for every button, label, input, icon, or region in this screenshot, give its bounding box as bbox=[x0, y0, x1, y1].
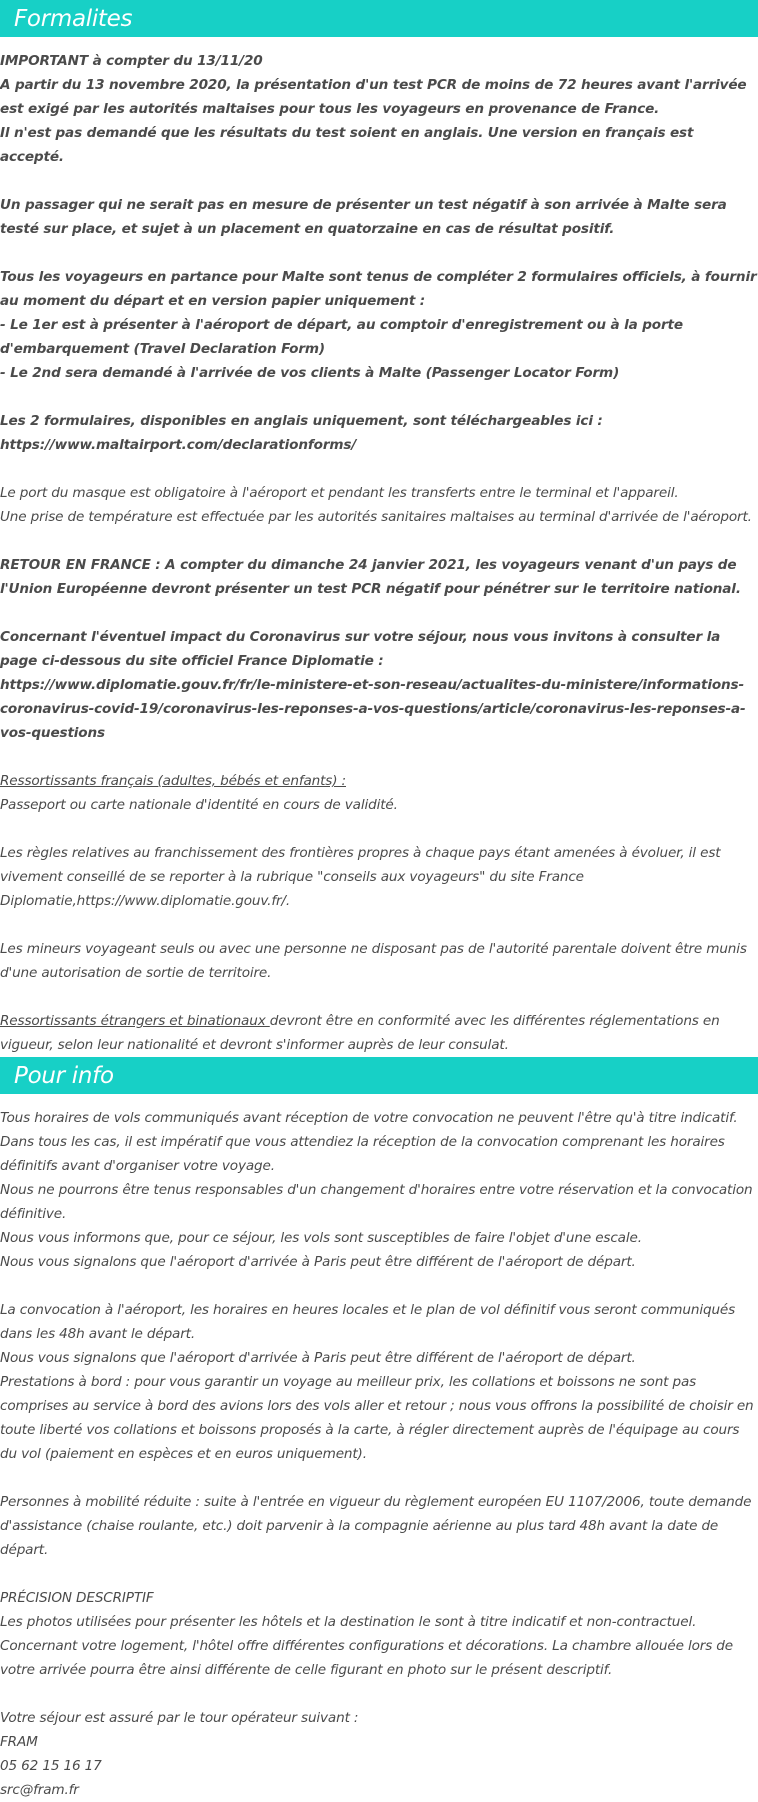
formalites-french-nationals-label: Ressortissants français (adultes, bébés et enfants) : bbox=[0, 773, 346, 789]
info-photos-disclaimer: Les photos utilisées pour présenter les hôtels et la destination le sont à titre indicatif et non-contractuel. Concernant votre logement, l'hôtel offre différentes configurations et décorations. La chambre allouée lors de votre arrivée pourra être ainsi différente de celle figurant en photo sur le présent descriptif. bbox=[0, 1614, 733, 1678]
formalites-forms-link[interactable]: https://www.maltairport.com/declarationforms/ bbox=[0, 437, 357, 453]
formalites-retour-france: RETOUR EN FRANCE : A compter du dimanche 24 janvier 2021, les voyageurs venant d'un pays de l'Union Européenne devront présenter un test PCR négatif pour pénétrer sur le territoire national. bbox=[0, 557, 741, 597]
formalites-negative-test: Un passager qui ne serait pas en mesure de présenter un test négatif à son arrivée à Malte sera testé sur place, et sujet à un placement en quatorzaine en cas de résultat positif. bbox=[0, 197, 727, 237]
formalites-pcr-language: Il n'est pas demandé que les résultats du test soient en anglais. Une version en français est accepté. bbox=[0, 125, 694, 165]
info-flight-times: Tous horaires de vols communiqués avant réception de votre convocation ne peuvent l'être qu'à titre indicatif. bbox=[0, 1110, 738, 1126]
formalites-coronavirus-intro: Concernant l'éventuel impact du Coronavirus sur votre séjour, nous vous invitons à consulter la page ci-dessous du site officiel France Diplomatie : bbox=[0, 629, 721, 669]
formalites-form-2: - Le 2nd sera demandé à l'arrivée de vos clients à Malte (Passenger Locator Form) bbox=[0, 365, 620, 381]
info-convocation: La convocation à l'aéroport, les horaires en heures locales et le plan de vol définitif vous seront communiqués dans les 48h avant le départ. bbox=[0, 1302, 736, 1342]
info-operator-name: FRAM bbox=[0, 1734, 38, 1750]
info-onboard-services: Prestations à bord : pour vous garantir un voyage au meilleur prix, les collations et boissons ne sont pas comprises au service à bord des avions lors des vols aller et retour ; nous vous offrons la possibilité de choisir en toute liberté vos collations et boissons proposés à la carte, à régler directement auprès de l'équipage au cours du vol (paiement en espèces et en euros uniquement). bbox=[0, 1374, 754, 1462]
formalites-pcr-requirement: A partir du 13 novembre 2020, la présentation d'un test PCR de moins de 72 heures avant l'arrivée est exigé par les autorités maltaises pour tous les voyageurs en provenance de France. bbox=[0, 77, 747, 117]
info-operator-phone[interactable]: 05 62 15 16 17 bbox=[0, 1758, 102, 1774]
formalites-foreign-nationals bbox=[0, 1009, 758, 1057]
info-responsibility: Nous ne pourrons être tenus responsables d'un changement d'horaires entre votre réservation et la convocation définitive. bbox=[0, 1182, 753, 1222]
info-header bbox=[0, 1057, 758, 1094]
formalites-forms-download: Les 2 formulaires, disponibles en anglais uniquement, sont téléchargeables ici : bbox=[0, 413, 603, 429]
info-precision-title: PRÉCISION DESCRIPTIF bbox=[0, 1590, 154, 1606]
formalites-header bbox=[0, 0, 758, 37]
info-content bbox=[0, 1106, 758, 1802]
info-operator-email[interactable]: src@fram.fr bbox=[0, 1782, 79, 1798]
formalites-foreign-nationals-label: Ressortissants étrangers et binationaux bbox=[0, 1013, 270, 1029]
formalites-border-rules: Les règles relatives au franchissement des frontières propres à chaque pays étant amenées à évoluer, il est vivement conseillé de se reporter à la rubrique "conseils aux voyageurs" du site France Diplomatie,https://www.diplomatie.gouv.fr/. bbox=[0, 845, 721, 909]
formalites-mask: Le port du masque est obligatoire à l'aéroport et pendant les transferts entre le terminal et l'appareil. bbox=[0, 485, 679, 501]
info-airport-differs: Nous vous signalons que l'aéroport d'arrivée à Paris peut être différent de l'aéroport de départ. bbox=[0, 1254, 636, 1270]
info-airport-differs-2: Nous vous signalons que l'aéroport d'arrivée à Paris peut être différent de l'aéroport de départ. bbox=[0, 1350, 636, 1366]
formalites-temperature: Une prise de température est effectuée par les autorités sanitaires maltaises au terminal d'arrivée de l'aéroport. bbox=[0, 509, 752, 525]
formalites-french-nationals-text: Passeport ou carte nationale d'identité en cours de validité. bbox=[0, 797, 398, 813]
info-tour-operator-intro: Votre séjour est assuré par le tour opérateur suivant : bbox=[0, 1710, 359, 1726]
formalites-important-date: IMPORTANT à compter du 13/11/20 bbox=[0, 53, 263, 69]
info-stopover: Nous vous informons que, pour ce séjour, les vols sont susceptibles de faire l'objet d'une escale. bbox=[0, 1230, 642, 1246]
info-reduced-mobility: Personnes à mobilité réduite : suite à l'entrée en vigueur du règlement européen EU 1107/2006, toute demande d'assistance (chaise roulante, etc.) doit parvenir à la compagnie aérienne au plus tard 48h avant la date de départ. bbox=[0, 1494, 752, 1558]
formalites-foreign-nationals-text: devront être en conformité avec les différentes réglementations en vigueur, selon leur nationalité et devront s'informer auprès de leur consulat. bbox=[0, 1013, 720, 1053]
formalites-content bbox=[0, 49, 758, 1057]
formalites-title: Formalites bbox=[14, 5, 133, 32]
formalites-form-1: - Le 1er est à présenter à l'aéroport de départ, au comptoir d'enregistrement ou à la porte d'embarquement (Travel Declaration Form) bbox=[0, 317, 683, 357]
formalites-diplomatie-link[interactable]: https://www.diplomatie.gouv.fr/fr/le-ministere-et-son-reseau/actualites-du-ministere/informations-coronavirus-covid-19/coronavirus-les-reponses-a-vos-questions/article/coronavirus-les-reponses-a-vos-questions bbox=[0, 677, 746, 741]
info-wait-convocation: Dans tous les cas, il est impératif que vous attendiez la réception de la convocation comprenant les horaires définitifs avant d'organiser votre voyage. bbox=[0, 1134, 725, 1174]
formalites-minors: Les mineurs voyageant seuls ou avec une personne ne disposant pas de l'autorité parentale doivent être munis d'une autorisation de sortie de territoire. bbox=[0, 941, 747, 981]
info-title: Pour info bbox=[14, 1062, 114, 1089]
formalites-forms-intro: Tous les voyageurs en partance pour Malte sont tenus de compléter 2 formulaires officiels, à fournir au moment du départ et en version papier uniquement : bbox=[0, 269, 757, 309]
